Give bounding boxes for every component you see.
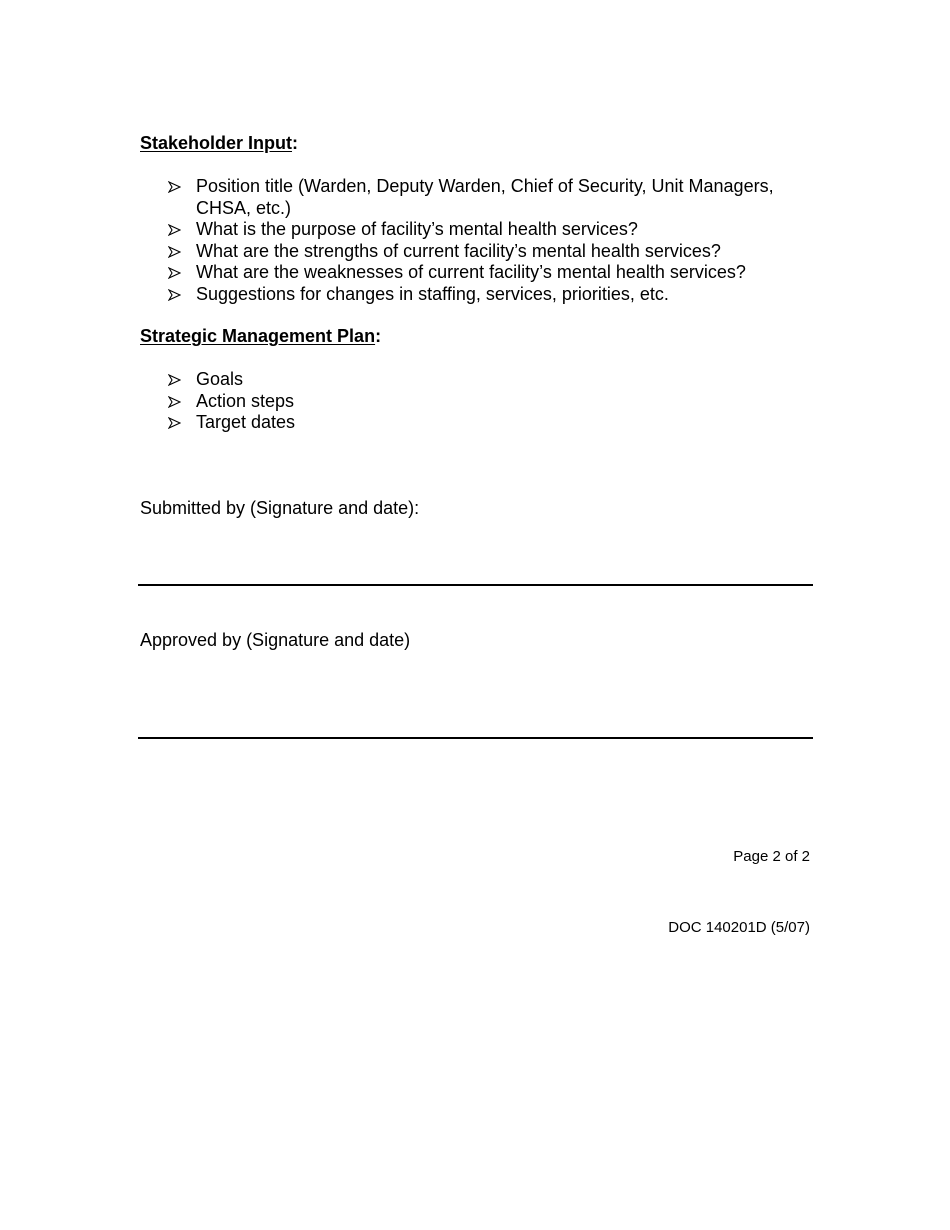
- strategic-management-plan-heading-colon: :: [375, 326, 382, 346]
- stakeholder-input-list: [167, 176, 817, 306]
- submitted-signature-line[interactable]: [138, 584, 813, 586]
- arrow-bullet-icon: [167, 412, 183, 433]
- list-item: [167, 241, 817, 263]
- list-item: [167, 391, 817, 413]
- arrow-bullet-icon: [167, 176, 183, 197]
- list-item: [167, 369, 817, 391]
- arrow-bullet-icon: [167, 369, 183, 390]
- list-item-text: Suggestions for changes in staffing, services, priorities, etc.: [196, 283, 669, 304]
- list-item: [167, 262, 817, 284]
- arrow-bullet-icon: [167, 284, 183, 305]
- list-item: [167, 219, 817, 241]
- strategic-management-plan-list: [167, 369, 817, 434]
- page-number: Page 2 of 2: [733, 848, 810, 865]
- list-item: [167, 284, 817, 306]
- list-item-text: Goals: [196, 369, 244, 389]
- arrow-bullet-icon: [167, 262, 183, 283]
- list-item-text: Action steps: [196, 390, 295, 411]
- list-item-text: Target dates: [196, 412, 296, 433]
- strategic-management-plan-heading: [140, 325, 381, 347]
- list-item-text: Position title (Warden, Deputy Warden, Chief of Security, Unit Managers, CHSA, etc.): [196, 176, 774, 218]
- stakeholder-input-heading-text: Stakeholder Input: [140, 133, 293, 153]
- strategic-management-plan-heading-text: Strategic Management Plan: [140, 326, 376, 346]
- approved-signature-line[interactable]: [138, 737, 813, 739]
- stakeholder-input-heading-colon: :: [292, 133, 299, 153]
- arrow-bullet-icon: [167, 219, 183, 240]
- submitted-by-label: Submitted by (Signature and date):: [140, 498, 420, 518]
- arrow-bullet-icon: [167, 241, 183, 262]
- approved-by-label: Approved by (Signature and date): [140, 630, 411, 650]
- arrow-bullet-icon: [167, 391, 183, 412]
- list-item-text: What are the weaknesses of current facility’s mental health services?: [196, 262, 746, 283]
- list-item-text: What are the strengths of current facility’s mental health services?: [196, 240, 721, 261]
- stakeholder-input-heading: [140, 132, 298, 154]
- list-item: [167, 176, 817, 219]
- document-id: DOC 140201D (5/07): [668, 919, 810, 936]
- list-item: [167, 412, 817, 434]
- list-item-text: What is the purpose of facility’s mental health services?: [196, 219, 638, 240]
